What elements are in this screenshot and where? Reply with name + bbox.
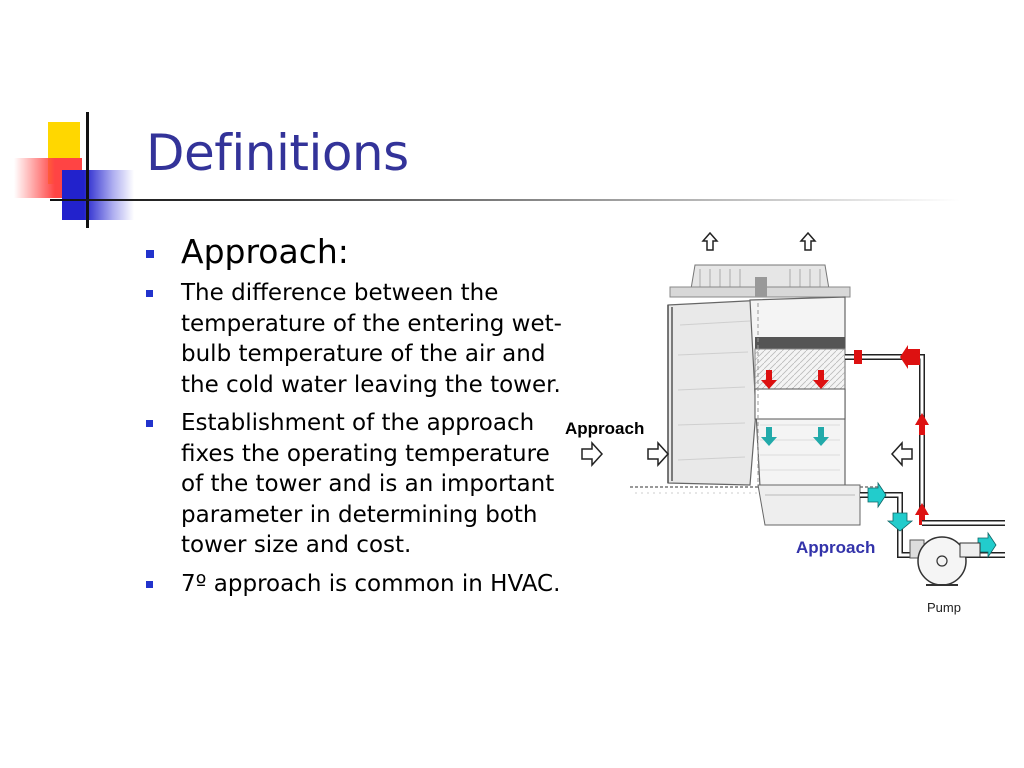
bullet-approach-establishment: Establishment of the approach fixes the operating temperature of the tower and is an important parameter in determining both tower size and cost. (146, 408, 566, 561)
tower-fan-stack (670, 265, 850, 297)
title-underline (50, 199, 960, 201)
slide-title: Definitions (146, 124, 409, 182)
air-inlet-arrow-left-icon (582, 443, 602, 465)
bullet-approach-hvac: 7º approach is common in HVAC. (146, 569, 566, 600)
approach-label-left: Approach (565, 419, 645, 438)
title-decoration-vertical-line (86, 112, 89, 228)
air-inlet-arrow-right-icon (892, 443, 912, 465)
air-inlet-arrow-middle-icon (648, 443, 668, 465)
bullet-list (146, 232, 566, 607)
cooling-tower-body (668, 297, 845, 487)
title-decoration-blue (62, 170, 134, 220)
bullet-approach-heading: Approach: (146, 232, 566, 272)
pump-icon (910, 537, 980, 585)
cooling-tower-diagram (560, 225, 1010, 625)
exhaust-arrow-left-icon (703, 233, 717, 250)
pump-label: Pump (927, 600, 961, 615)
exhaust-arrow-right-icon (801, 233, 815, 250)
approach-label-right: Approach (796, 538, 876, 557)
cold-water-basin (758, 485, 860, 525)
bullet-approach-definition: The difference between the temperature of the entering wet- bulb temperature of the air and the cold water leaving the tower. (146, 278, 566, 400)
